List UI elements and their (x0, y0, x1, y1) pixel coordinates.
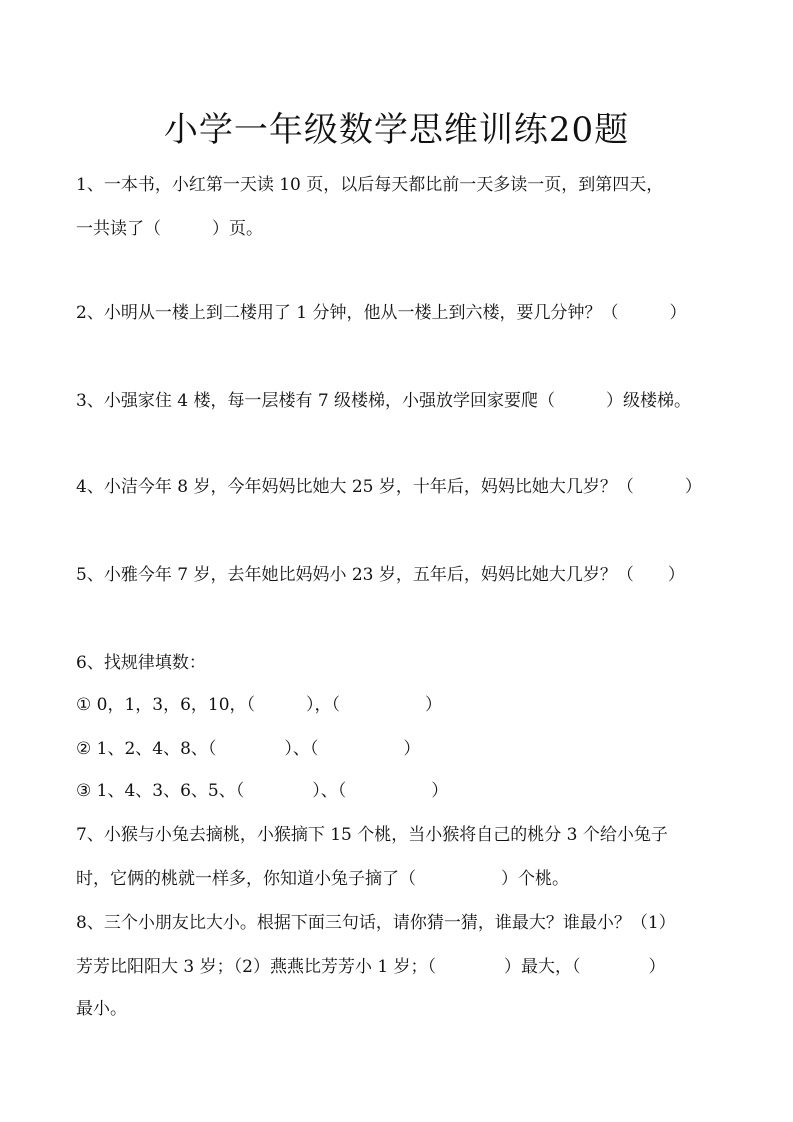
question-7-line-2: 时，它俩的桃就一样多，你知道小兔子摘了（ ）个桃。 (76, 869, 569, 889)
question-1-line-2: 一共读了（ ）页。 (76, 219, 263, 239)
question-8-line-1: 8、三个小朋友比大小。根据下面三句话，请你猜一猜，谁最大？谁最小？（1） (76, 913, 676, 933)
question-8-line-2: 芳芳比阳阳大 3 岁；（2）燕燕比芳芳小 1 岁；（ ）最大，（ ） (76, 957, 666, 977)
question-4: 4、小洁今年 8 岁，今年妈妈比她大 25 岁，十年后，妈妈比她大几岁？（ ） (76, 477, 702, 497)
question-5: 5、小雅今年 7 岁，去年她比妈妈小 23 岁，五年后，妈妈比她大几岁？（ ） (76, 565, 685, 585)
question-7-line-1: 7、小猴与小兔去摘桃，小猴摘下 15 个桃，当小猴将自己的桃分 3 个给小兔子 (76, 825, 668, 845)
question-6-item-2: ② 1、2、4、8、（ ）、（ ） (76, 739, 421, 759)
question-6-item-1: ① 0，1，3，6，10，（ ），（ ） (76, 695, 443, 715)
question-8-line-3: 最小。 (76, 999, 127, 1019)
question-6-heading: 6、找规律填数： (76, 653, 206, 673)
question-2: 2、小明从一楼上到二楼用了 1 分钟，他从一楼上到六楼，要几分钟？（ ） (76, 303, 687, 323)
question-1-line-1: 1、一本书，小红第一天读 10 页，以后每天都比前一天多读一页，到第四天， (76, 175, 664, 195)
question-6-item-3: ③ 1、4、3、6、5、（ ）、（ ） (76, 781, 449, 801)
page-title: 小学一年级数学思维训练20题 (163, 110, 630, 150)
question-3: 3、小强家住 4 楼，每一层楼有 7 级楼梯，小强放学回家要爬（ ）级楼梯。 (76, 391, 692, 411)
